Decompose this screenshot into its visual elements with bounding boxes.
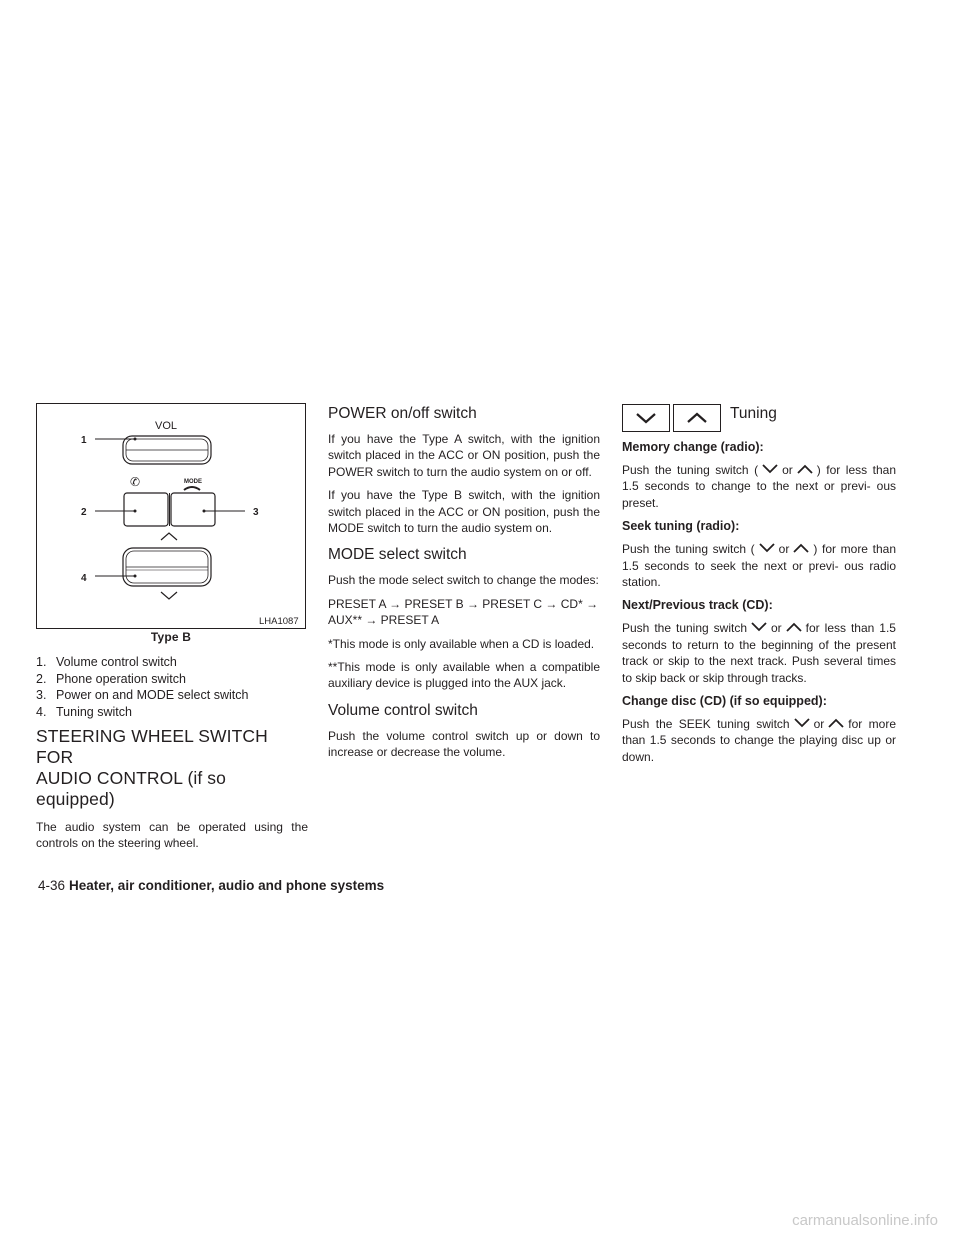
phone-icon: ✆: [130, 475, 141, 489]
mode-note-2: **This mode is only available when a compatible auxiliary device is plugged into the AUX jack.: [328, 660, 600, 691]
mode-heading: MODE select switch: [328, 546, 467, 564]
callout-3: 3: [253, 507, 259, 518]
page-footer: [38, 878, 384, 893]
vol-label: VOL: [155, 420, 178, 432]
mode-paragraph-1: Push the mode select switch to change the modes:: [328, 573, 599, 588]
chevron-up-icon: [827, 718, 845, 728]
track-paragraph: Push the tuning switch or for less than 1.5 seconds to return to the beginning of the present track or skip to the next track. Push several times to skip back or skip through tracks.: [622, 621, 896, 685]
chevron-up-icon: [161, 533, 177, 540]
chevron-down-icon: [758, 543, 776, 553]
chevron-down-icon: [761, 464, 779, 474]
watermark: carmanualsonline.info: [792, 1212, 938, 1229]
left-column: [36, 403, 308, 859]
mode-label: MODE: [184, 479, 202, 485]
tuning-title: Tuning: [730, 405, 777, 422]
list-item: 3. Power on and MODE select switch: [36, 688, 249, 702]
seek-heading: Seek tuning (radio):: [622, 519, 740, 534]
mode-sequence: PRESET A → PRESET B → PRESET C → CD* → AUX** → PRESET A: [328, 596, 599, 628]
list-item: 1. Volume control switch: [36, 655, 177, 669]
middle-column: [328, 403, 600, 768]
chevron-down-icon: [793, 718, 811, 728]
mode-note-1: *This mode is only available when a CD is loaded.: [328, 636, 595, 651]
figure-legend: [36, 654, 308, 720]
chapter-title: Heater, air conditioner, audio and phone systems: [69, 878, 385, 893]
right-column: [622, 403, 896, 772]
section-title: STEERING WHEEL SWITCH FOR AUDIO CONTROL (if so equipped): [36, 726, 268, 809]
chevron-down-icon: [161, 592, 177, 599]
list-item: 2. Phone operation switch: [36, 671, 186, 686]
seek-paragraph: Push the tuning switch ( or ) for more than 1.5 seconds to seek the next or previ- ous radio station.: [622, 542, 896, 590]
memory-heading: Memory change (radio):: [622, 440, 764, 454]
volume-heading: Volume control switch: [328, 701, 478, 719]
power-heading: POWER on/off switch: [328, 405, 477, 422]
volume-paragraph: Push the volume control switch up or down to increase or decrease the volume.: [328, 728, 600, 760]
steering-switch-figure: [36, 403, 306, 629]
disc-heading: Change disc (CD) (if so equipped):: [622, 694, 827, 709]
steering-switch-diagram: [37, 404, 307, 630]
callout-1: 1: [81, 435, 87, 446]
chevron-down-icon: [622, 404, 670, 432]
track-heading: Next/Previous track (CD):: [622, 598, 773, 613]
list-item: 4. Tuning switch: [36, 704, 132, 719]
chevron-up-icon: [673, 404, 721, 432]
disc-paragraph: Push the SEEK tuning switch or for more than 1.5 seconds to change the playing disc up or down.: [622, 717, 897, 764]
power-paragraph-1: If you have the Type A switch, with the ignition switch placed in the ACC or ON position, push the POWER switch to turn the audio system on or off.: [328, 432, 600, 479]
page-number: 4-36: [38, 878, 66, 893]
figure-code: LHA1087: [259, 616, 299, 627]
tuning-heading: [622, 403, 896, 433]
chevron-down-icon: [750, 622, 768, 632]
figure-caption: Type B: [150, 630, 192, 644]
chevron-up-icon: [792, 543, 810, 553]
chevron-up-icon: [796, 464, 814, 474]
memory-paragraph: Push the tuning switch ( or ) for less than 1.5 seconds to change to the next or previ- ous preset.: [622, 463, 897, 510]
callout-2: 2: [81, 507, 87, 518]
intro-paragraph: The audio system can be operated using the controls on the steering wheel.: [36, 820, 308, 851]
chevron-up-icon: [785, 622, 803, 632]
power-paragraph-2: If you have the Type B switch, with the ignition switch placed in the ACC or ON position, push the MODE switch to turn the audio system on.: [328, 488, 600, 536]
callout-4: 4: [81, 573, 87, 584]
